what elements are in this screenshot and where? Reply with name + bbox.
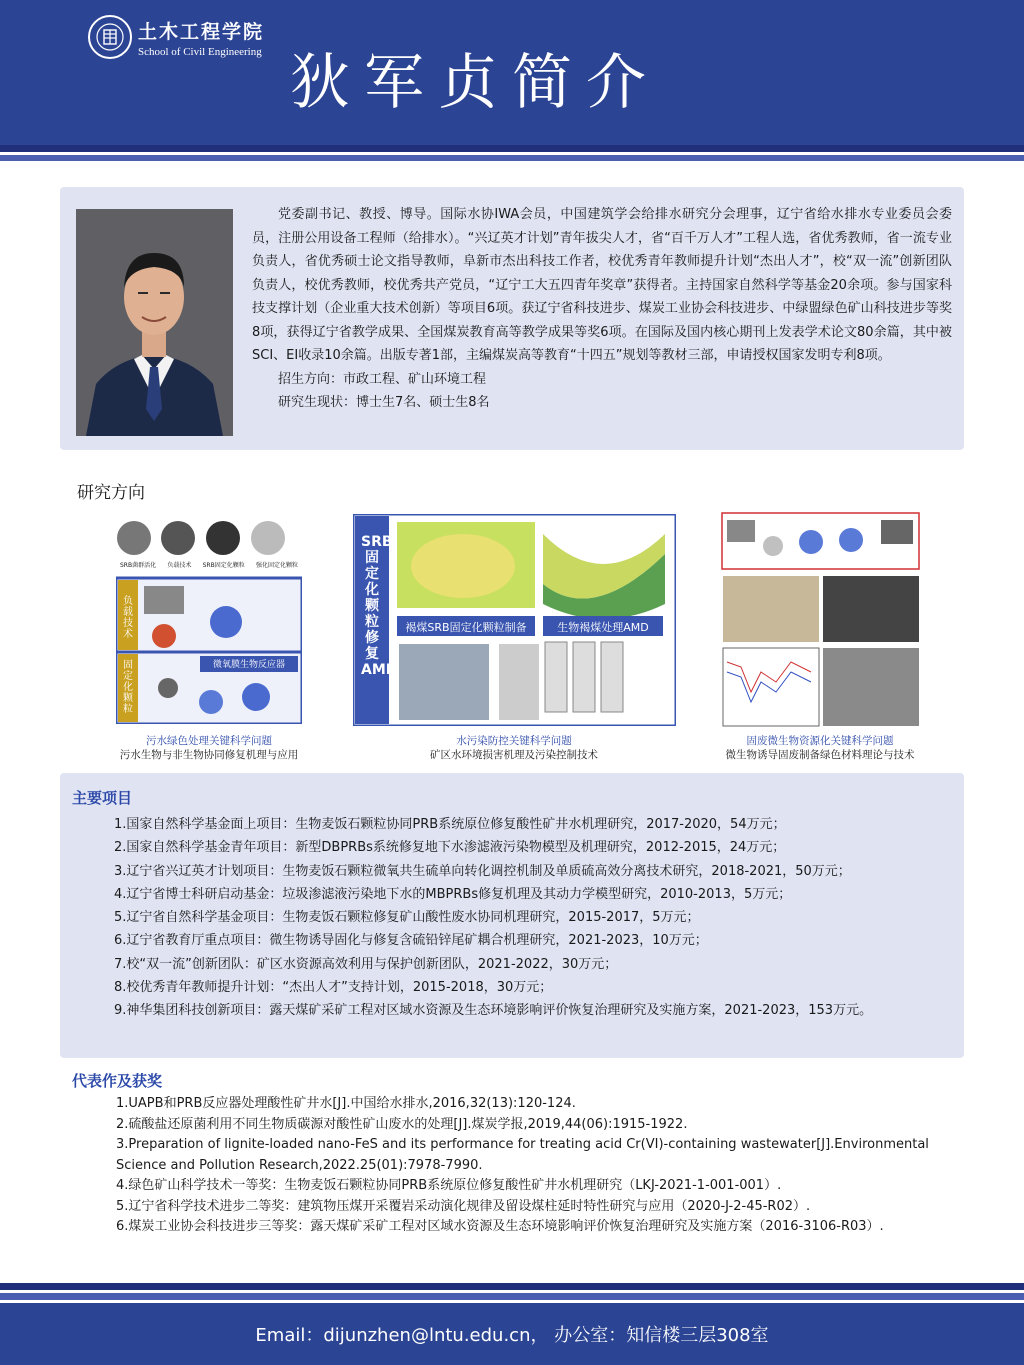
research-1-side-bottom: 固定化颗粒 — [123, 660, 133, 715]
research-1-side-top: 负载技术 — [123, 596, 133, 640]
research-1-label-3: SRB固定化颗粒 — [202, 562, 245, 569]
page-title: 狄军贞简介 — [290, 48, 660, 118]
project-item: 2.国家自然科学基金青年项目：新型DBPRBs系统修复地下水渗滤液污染物模型及机理研究，2012-2015，24万元； — [114, 840, 786, 856]
research-2-caption-blue: 水污染防控关键科学问题 — [456, 735, 572, 747]
project-item: 5.辽宁省自然科学基金项目：生物麦饭石颗粒修复矿山酸性废水协同机理研究，2015-2017，5万元； — [114, 910, 700, 926]
bio-description: 党委副书记、教授、博导。国际水协IWA会员，中国建筑学会给排水研究分会理事，辽宁省给水排水专业委员会委员，注册公用设备工程师（给排水）。“兴辽英才计划”青年拔尖人才，省“百千万人才”工程人选，省优秀教师，省一流专业负责人，省优秀硕士论文指导教师，阜新市杰出科技工作者，校优秀青年教师提升计划“杰出人才”，校“双一流”创新团队负责人，校优秀教师，校优秀共产党员，“辽宁工大五四青年奖章”获得者。主持国家自然科学等基金20余项。参与国家科技支撑计划（企业重大技术创新）等项目6项。获辽宁省科技进步、煤炭工业协会科技进步、中绿盟绿色矿山科技进步等奖8项，获得辽宁省教学成果、全国煤炭教育高等教学成果等奖6项。在国际及国内核心期刊上发表学术论文80余篇，其中被SCI、EI收录10余篇。出版专著1部，主编煤炭高等教育“十四五”规划等教材三部，申请授权国家发明专利8项。 — [252, 207, 952, 363]
project-item: 6.辽宁省教育厅重点项目：微生物诱导固化与修复含硫铅锌尾矿耦合机理研究，2021-2023，10万元； — [114, 933, 708, 949]
research-1-banner: 微氧膜生物反应器 — [212, 660, 285, 670]
publication-item: 2.硫酸盐还原菌利用不同生物质碳源对酸性矿山废水的处理[J].煤炭学报,2019,44(06):1915-1922. — [116, 1116, 688, 1132]
publication-item: 5.辽宁省科学技术进步二等奖：建筑物压煤开采覆岩采动演化规律及留设煤柱延时特性研究与应用（2020-J-2-45-R02）. — [116, 1198, 811, 1214]
projects-panel — [60, 773, 964, 1058]
research-1-label-2: 负载技术 — [167, 562, 192, 569]
publications-section-title: 代表作及获奖 — [72, 1072, 163, 1090]
research-figure-2 — [353, 514, 676, 726]
bio-panel — [60, 187, 964, 450]
research-1-label-4: 强化固定化颗粒 — [255, 562, 298, 569]
project-item: 8.校优秀青年教师提升计划：“杰出人才”支持计划，2015-2018，30万元； — [114, 980, 553, 996]
header-divider — [0, 145, 1024, 163]
projects-list — [114, 813, 954, 1023]
research-3-caption-blue: 固废微生物资源化关键科学问题 — [746, 735, 894, 747]
school-seal-icon — [88, 15, 132, 59]
enrollment-direction: 招生方向：市政工程、矿山环境工程 — [278, 371, 487, 387]
logo-chinese-name: 土木工程学院 — [138, 20, 265, 43]
research-2-banner-right: 生物褐煤处理AMD — [557, 621, 649, 634]
publications-list — [116, 1094, 936, 1238]
publication-item: 6.煤炭工业协会科技进步三等奖：露天煤矿采矿工程对区域水资源及生态环境影响评价恢复治理研究及实施方案（2016-3106-R03）. — [116, 1219, 884, 1234]
projects-section-title: 主要项目 — [72, 789, 133, 807]
research-1-label-1: SRB菌群活化 — [120, 562, 157, 569]
research-2-caption-black: 矿区水环境损害机理及污染控制技术 — [430, 749, 598, 761]
project-item: 4.辽宁省博士科研启动基金：垃圾渗滤液污染地下水的MBPRBs修复机理及其动力学模型研究，2010-2013，5万元； — [114, 886, 792, 902]
footer-divider — [0, 1283, 1024, 1305]
school-logo — [88, 15, 264, 59]
project-item: 3.辽宁省兴辽英才计划项目：生物麦饭石颗粒微氧共生硫单向转化调控机制及单质硫高效分离技术研究，2018-2021，50万元； — [114, 863, 851, 879]
publication-item: 3.Preparation of lignite-loaded nano-FeS and its performance for treating acid Cr(VI)-containing wastewater[J].Environmental Science and Pollution Research,2022.25(01):7978-7990. — [116, 1137, 929, 1173]
research-2-banner-left: 褐煤SRB固定化颗粒制备 — [405, 621, 527, 634]
publication-item: 4.绿色矿山科学技术一等奖：生物麦饭石颗粒协同PRB系统原位修复酸性矿井水机理研究（LKJ-2021-1-001-001）. — [116, 1178, 782, 1193]
research-3-caption-black: 微生物诱导固废制备绿色材料理论与技术 — [725, 749, 915, 761]
research-1-caption-blue: 污水绿色处理关键科学问题 — [146, 735, 272, 747]
publication-item: 1.UAPB和PRB反应器处理酸性矿井水[J].中国给水排水,2016,32(13):120-124. — [116, 1096, 576, 1111]
footer-contact — [0, 1303, 1024, 1365]
research-figure-3 — [721, 512, 920, 728]
research-figure-1 — [116, 512, 302, 724]
research-section-title: 研究方向 — [77, 483, 145, 503]
research-2-side-label: SRB固定化颗粒修复AMD — [361, 534, 398, 678]
research-1-caption-black: 污水生物与非生物协同修复机理与应用 — [119, 749, 299, 761]
project-item: 1.国家自然科学基金面上项目：生物麦饭石颗粒协同PRB系统原位修复酸性矿井水机理研究，2017-2020，54万元； — [114, 817, 786, 832]
logo-english-name: School of Civil Engineering — [138, 45, 262, 58]
header-banner — [0, 0, 1024, 145]
portrait-photo — [76, 209, 233, 436]
graduate-students: 研究生现状：博士生7名、硕士生8名 — [278, 395, 490, 410]
contact-info: Email：dijunzhen@lntu.edu.cn， 办公室：知信楼三层308室 — [255, 1325, 769, 1346]
project-item: 7.校“双一流”创新团队：矿区水资源高效利用与保护创新团队，2021-2022，30万元； — [114, 956, 618, 972]
project-item: 9.神华集团科技创新项目：露天煤矿采矿工程对区域水资源及生态环境影响评价恢复治理研究及实施方案，2021-2023，153万元。 — [114, 1003, 873, 1019]
